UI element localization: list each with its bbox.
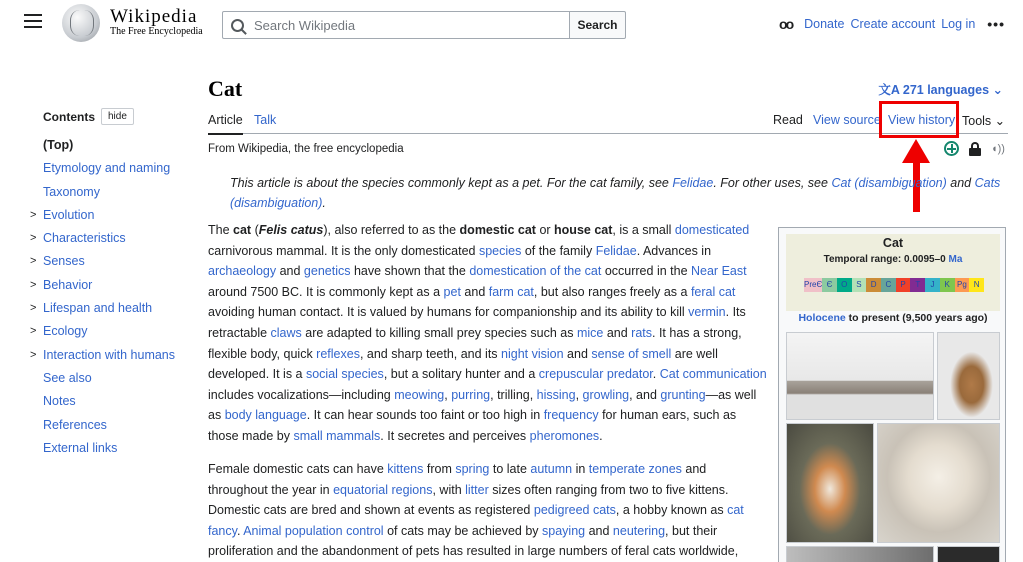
cat-photo-lower-right[interactable] [937,546,1000,562]
cat-photo-lower-left[interactable] [786,546,934,562]
chevron-right-icon[interactable]: > [30,278,37,291]
toc-item-label[interactable]: Taxonomy [43,184,100,199]
article-text: sizes often ranging from two to five kittens. Domestic cats are bred and shown at events as registered [208,482,729,518]
toc-item-label[interactable]: Interaction with humans [43,347,176,362]
hatnote-text: and [946,176,975,190]
user-links [779,16,1005,32]
geologic-timeline [804,278,984,292]
article-text: , but a solitary hunter and a [383,367,539,382]
article-text: and [563,346,592,361]
timeline-period[interactable]: Pg [955,278,970,292]
article-text: , [575,387,583,402]
toc-item-label[interactable]: References [43,417,107,432]
article-link[interactable]: pedigreed cats [533,503,616,518]
article-link[interactable]: spaying [542,523,586,538]
timeline-period[interactable]: J [925,278,940,292]
temporal-range [786,254,1000,265]
article-text: of the family [521,243,596,258]
hatnote-text: This article is about the species commonly kept as a pet. For the cat family, see [230,176,673,190]
toc-item-label[interactable]: Behavior [43,277,93,292]
article-text: of cats may be achieved by [383,523,543,538]
tools-menu[interactable] [962,113,1005,128]
article-text: . Advances in [636,243,712,258]
article-text: . [599,428,603,443]
article-text: to late [489,462,531,476]
article-link[interactable]: crepuscular [538,367,604,382]
tab-read[interactable]: Read [773,113,803,127]
search-icon [231,19,244,32]
article-paragraph-2 [208,459,768,562]
article-link[interactable]: purring [451,387,491,402]
article-link[interactable]: species [478,243,522,258]
article-link[interactable]: farm cat [488,284,534,299]
article-text: ), also referred to as the [323,223,460,237]
audio-icon[interactable]: ◖)) [991,142,1005,155]
translate-icon: 文A [878,83,903,97]
article-link[interactable]: archaeology [208,264,277,279]
article-link[interactable]: meowing [394,387,445,402]
article-text: , [444,387,452,402]
lock-icon[interactable] [969,142,981,156]
article-link[interactable]: small mammals [293,428,381,443]
article-link[interactable]: genetics [303,264,351,279]
article-link[interactable]: autumn [530,462,573,476]
article-link[interactable]: spring [455,462,490,476]
article-text: ( [251,223,259,237]
article-text: . It secretes and perceives [380,428,530,443]
article-link[interactable]: grunting [660,387,706,402]
bold-term: domestic cat [459,223,536,237]
article-text: includes vocalizations—including [208,387,395,402]
article-text: . [236,523,244,538]
page-title: Cat [208,76,243,101]
article-text: and [460,284,489,299]
article-text: from [423,462,456,476]
chevron-right-icon[interactable]: > [30,232,37,245]
chevron-right-icon[interactable]: > [30,348,37,361]
article-link[interactable]: Near East [691,264,747,279]
create-account-link[interactable]: Create account [850,17,936,31]
article-text: , with [432,482,466,497]
article-text: carnivorous mammal. It is the only domesticated [208,243,479,258]
wordmark-tagline: The Free Encyclopedia [110,26,203,37]
article-paragraph-1 [208,220,768,447]
article-link[interactable]: feral cat [690,284,736,299]
chevron-right-icon[interactable]: > [30,208,37,221]
bold-term: cat [233,223,252,237]
article-text: —as well as [208,387,757,423]
toc-hide-button[interactable]: hide [101,108,134,125]
tab-talk[interactable]: Talk [254,113,277,127]
article-link[interactable]: mice [576,325,604,340]
toc-item-label[interactable]: Notes [43,394,76,409]
article-text: are well developed. It is a [208,346,718,382]
article-text: and [603,325,632,340]
search-button[interactable]: Search [569,11,626,39]
hatnote [230,173,1005,213]
toc-item-label[interactable]: Lifespan and health [43,301,153,316]
toc-item-label[interactable]: External links [43,440,118,455]
infobox [778,227,1006,562]
article-link[interactable]: neutering [612,523,666,538]
tab-view-history[interactable]: View history [888,113,956,127]
article-text: . It has a strong, flexible body, quick [208,325,742,361]
article-link[interactable]: social species [305,367,384,382]
toc-item-label[interactable]: (Top) [43,138,74,152]
article-text: , trilling, [490,387,537,402]
hatnote-text: . [322,196,326,210]
more-options-icon[interactable]: ••• [987,16,1005,32]
article-text: in [572,462,589,476]
timeline-period[interactable]: K [940,278,955,292]
article-link[interactable]: Felidae [595,243,637,258]
log-in-link[interactable]: Log in [941,17,976,31]
article-text: are adapted to killing small prey species such as [301,325,577,340]
felidae-link[interactable]: Felidae [672,176,714,190]
holocene-text: to present (9,500 years ago) [845,312,988,324]
holocene-link[interactable]: Holocene [798,312,846,324]
article-link[interactable]: domestication of the cat [469,264,602,279]
binomial-name: Felis catus [258,223,324,237]
temporal-range-label: Temporal range: 0.0095–0 [823,254,949,265]
site-sub: From Wikipedia, the free encyclopedia [208,143,404,155]
article-text: occurred in the [601,264,691,279]
cat-photo-tabby-white[interactable] [786,423,874,543]
article-text: . Its retractable [208,305,746,340]
article-link[interactable]: body language [224,408,307,423]
article-link[interactable]: night vision [501,346,564,361]
timeline-period[interactable]: C [881,278,896,292]
donate-link[interactable]: Donate [804,17,845,31]
article-text: , and sharp teeth, and its [359,346,502,361]
article-link[interactable]: hissing [536,387,576,402]
cat-disambiguation-link[interactable]: Cat (disambiguation) [831,176,947,190]
timeline-period[interactable]: D [866,278,881,292]
reading-preferences-icon[interactable]: oo [779,16,793,32]
holocene-line [779,312,1007,324]
infobox-header [786,234,1000,311]
article-text: , but also ranges freely as a [533,284,691,299]
wikipedia-wordmark[interactable] [110,6,203,37]
article-text: . It can hear sounds too faint or too high in [306,408,544,423]
article-link[interactable]: pet [443,284,461,299]
search-input[interactable] [254,18,554,33]
article-link[interactable]: pheromones [529,428,600,443]
article-link[interactable]: predator [606,367,653,382]
timeline-period[interactable]: N [969,278,984,292]
wordmark-title: Wikipedia [110,6,198,27]
article-text: around 7500 BC. It is commonly kept as a [208,284,444,299]
article-link[interactable]: rats [631,325,652,340]
search-box[interactable] [222,11,570,39]
toc-item-label[interactable]: Senses [43,254,85,269]
main-menu-icon[interactable] [24,14,42,28]
article-text: and throughout the year in [208,462,707,497]
article-link[interactable]: sense of smell [591,346,672,361]
article-text: Female domestic cats can have [208,462,388,476]
article-text: avoiding human contact. It is valued by humans for companionship and its ability to kill [208,305,689,320]
chevron-down-icon: ⌄ [994,114,1006,128]
article-link[interactable]: claws [270,325,302,340]
timeline-period[interactable]: O [837,278,852,292]
article-text: , but their proliferation and the abandonment of pets has resulted in large numbers of feral cats worldwide, [208,523,739,559]
chevron-right-icon[interactable]: > [30,325,37,338]
cat-photo-siamese[interactable] [877,423,1000,543]
cat-photo-lying[interactable] [786,332,934,420]
infobox-title: Cat [882,236,904,250]
toc-item-label[interactable]: See also [43,370,92,385]
article-text: or [535,223,555,237]
article-link[interactable]: frequency [543,408,599,423]
good-article-icon[interactable] [944,141,959,156]
timeline-period[interactable]: P [896,278,911,292]
article-link[interactable]: Animal population control [243,523,384,538]
article-text: , and [629,387,661,402]
article-link[interactable]: litter [465,482,489,497]
hatnote-text: . For other uses, see [713,176,832,190]
article-link[interactable]: temperate zones [588,462,682,476]
article-text: The [208,223,234,237]
article-text: . [652,367,660,382]
article-link[interactable]: kittens [387,462,424,476]
toc-item-label[interactable]: Ecology [43,324,88,339]
ma-link[interactable]: Ma [948,254,963,265]
bold-term: house cat [554,223,613,237]
timeline-period[interactable]: T [910,278,925,292]
timeline-period[interactable]: PreЄ [804,278,822,292]
article-link[interactable]: vermin [688,305,726,320]
toc-heading: Contents [43,110,95,124]
toc-item-label[interactable]: Etymology and naming [43,161,171,176]
chevron-right-icon[interactable]: > [30,302,37,315]
article-text: , is a small [612,223,675,237]
cats-disambiguation-link[interactable]: Cats (disambiguation) [230,176,1001,210]
timeline-period[interactable]: S [852,278,867,292]
chevron-down-icon: ⌄ [992,83,1003,97]
article-text: for human ears, such as those made by [208,408,737,443]
article-link[interactable]: domesticated [674,223,750,237]
tab-view-source[interactable]: View source [813,113,881,127]
timeline-period[interactable]: Є [822,278,837,292]
article-link[interactable]: Cat communication [659,367,767,382]
language-count: 271 languages [902,83,990,97]
article-text: and [585,523,613,538]
toc-item-label[interactable]: Evolution [43,207,95,222]
article-text: , a hobby known as [615,503,728,518]
toc-item-label[interactable]: Characteristics [43,231,126,246]
tools-label: Tools [962,114,992,128]
language-button[interactable] [878,80,1003,98]
article-link[interactable]: reflexes [316,346,360,361]
view-history-highlight [879,101,959,138]
article-text: and [276,264,304,279]
article-text: have shown that the [350,264,470,279]
chevron-right-icon[interactable]: > [30,255,37,268]
article-link[interactable]: growling [582,387,630,402]
cat-photo-abyssinian[interactable] [937,332,1000,420]
wikipedia-globe-logo[interactable] [62,4,100,42]
article-link[interactable]: equatorial regions [333,482,433,497]
page-indicators [944,141,1005,156]
article-link[interactable]: cat fancy [208,503,744,538]
tab-article[interactable]: Article [208,113,243,135]
